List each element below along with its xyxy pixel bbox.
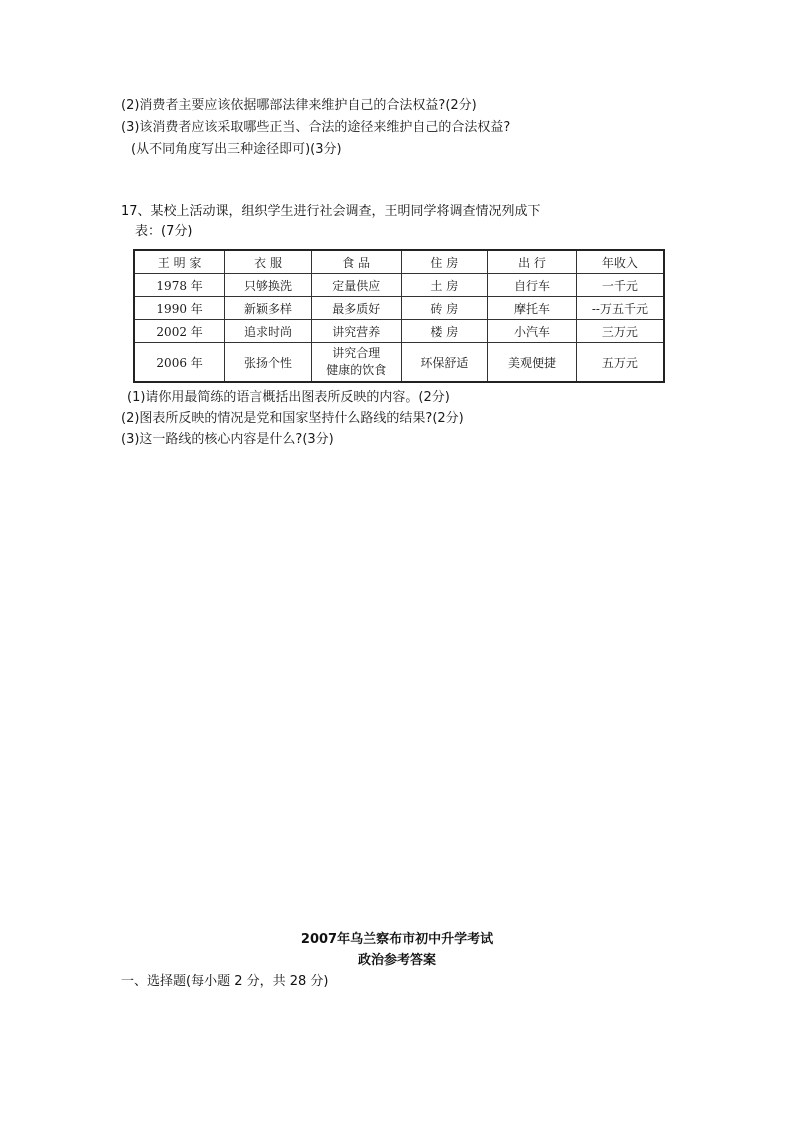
table-cell: 自行车 <box>488 274 577 297</box>
table-cell: 环保舒适 <box>401 343 488 383</box>
table-cell: --万五千元 <box>576 297 664 320</box>
header-cell: 王 明 家 <box>134 250 225 274</box>
table-cell: 张扬个性 <box>225 343 312 383</box>
table-cell: 2006 年 <box>134 343 225 383</box>
table-row <box>134 320 664 343</box>
answers-subtitle: 政治参考答案 <box>357 953 436 968</box>
table-cell: 三万元 <box>576 320 664 343</box>
header-cell: 食 品 <box>311 250 401 274</box>
table-cell-multiline <box>311 343 401 383</box>
table-cell: 新颖多样 <box>225 297 312 320</box>
q16-sub2: (2)消费者主要应该依据哪部法律来维护自己的合法权益?(2分) <box>121 98 477 113</box>
table-cell-line: 健康的饮食 <box>326 363 387 377</box>
header-cell: 年收入 <box>576 250 664 274</box>
q17-sub2: (2)图表所反映的情况是党和国家坚持什么路线的结果?(2分) <box>121 411 464 426</box>
q16-sub3-note: (从不同角度写出三种途径即可)(3分) <box>131 142 342 157</box>
q17-stem-line2: 表：(7分) <box>135 224 193 239</box>
table-cell: 最多质好 <box>311 297 401 320</box>
survey-table <box>133 249 665 383</box>
q17-stem-line1: 17、某校上活动课，组织学生进行社会调查，王明同学将调查情况列成下 <box>121 204 541 219</box>
answers-section1: 一、选择题(每小题 2 分，共 28 分) <box>121 974 329 989</box>
table-cell: 只够换洗 <box>225 274 312 297</box>
table-cell: 定量供应 <box>311 274 401 297</box>
table-cell: 讲究营养 <box>311 320 401 343</box>
table-cell-line: 讲究合理 <box>332 346 381 360</box>
q16-sub3: (3)该消费者应该采取哪些正当、合法的途径来维护自己的合法权益? <box>121 120 511 135</box>
header-cell: 住 房 <box>401 250 488 274</box>
table-cell: 楼 房 <box>401 320 488 343</box>
header-cell: 出 行 <box>488 250 577 274</box>
q17-sub1: (1)请你用最简练的语言概括出图表所反映的内容。(2分) <box>127 390 450 405</box>
table-cell: 1990 年 <box>134 297 225 320</box>
table-cell: 小汽车 <box>488 320 577 343</box>
table-row <box>134 343 664 383</box>
table-cell: 砖 房 <box>401 297 488 320</box>
header-cell: 衣 服 <box>225 250 312 274</box>
table-cell: 摩托车 <box>488 297 577 320</box>
table-cell: 五万元 <box>576 343 664 383</box>
table-cell: 美观便捷 <box>488 343 577 383</box>
table-row <box>134 274 664 297</box>
q17-sub3: (3)这一路线的核心内容是什么?(3分) <box>121 432 334 447</box>
table-header-row <box>134 250 664 274</box>
table-cell: 追求时尚 <box>225 320 312 343</box>
table-cell: 一千元 <box>576 274 664 297</box>
table-row <box>134 297 664 320</box>
table-cell: 土 房 <box>401 274 488 297</box>
answers-title: 2007年乌兰察布市初中升学考试 <box>300 932 494 947</box>
table-cell: 1978 年 <box>134 274 225 297</box>
table-cell: 2002 年 <box>134 320 225 343</box>
